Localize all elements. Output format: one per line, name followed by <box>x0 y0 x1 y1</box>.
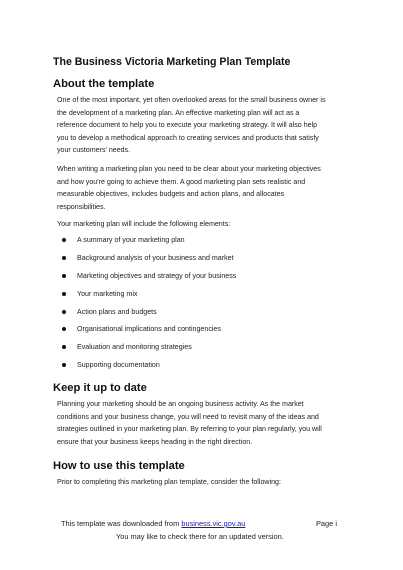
text-line: Your marketing plan will include the following elements: <box>57 220 231 228</box>
footer-download-note <box>61 519 245 528</box>
about-paragraph-1 <box>57 94 357 157</box>
text-line: One of the most important, yet often overlooked areas for the small business owner is <box>57 96 326 104</box>
text-line: the development of a marketing plan. An effective marketing plan will act as a <box>57 108 300 117</box>
text-line: ensure that your business keeps heading in the right direction. <box>57 437 253 446</box>
text-line: strategies outlined in your marketing plan. By referring to your plan regularly, you will <box>57 425 322 434</box>
text-line: measurable objectives, includes budgets and action plans, and allocates <box>57 190 285 199</box>
keep-paragraph <box>57 398 357 448</box>
bullet-icon <box>62 310 66 314</box>
heading-keep-up-to-date: Keep it up to date <box>53 382 147 394</box>
footer-link[interactable]: business.vic.gov.au <box>181 519 246 528</box>
bullet-icon <box>62 345 66 349</box>
footer-prefix: This template was downloaded from <box>61 519 182 528</box>
text-line: When writing a marketing plan you need to be clear about your marketing objectives <box>57 165 321 173</box>
document-page: The Business Victoria Marketing Plan Template About the template One of the most important, yet often overlooked areas for the small business owner is the development of a marketing plan. An effective marketing plan will act as a reference document to help you to execute your marketing strategy. It will also help you to develop a methodical approach to creating services and products that satisfy your customers' needs. When writing a marketing plan you need to be clear about your marketing objectives and how you're going to achieve them. A good marketing plan sets realistic and measurable objectives, includes budgets and action plans, and allocates responsibilities. Your marketing plan will include the following elements: A summary of your marketing plan Background analysis of your business and market Marketing objectives and strategy of your business Your marketing mix Action plans and budgets Organisational implications and contingencies Evaluation and monitoring strategies Supporting documentation Keep it up to date Planning your marketing should be an ongoing business activity. As the market conditions and your business change, you will need to revisit many of the ideas and strategies outlined in your marketing plan. By referring to your plan regularly, you will ensure that your business keeps heading in the right direction. How to use this template Prior to completing this marketing plan template, consider the following: This template was downloaded from business.vic.gov.au Page i You may like to check there for an updated version. <box>0 0 403 570</box>
bullet-icon <box>62 292 66 296</box>
text-line: and how you're going to achieve them. A good marketing plan sets realistic and <box>57 177 306 186</box>
about-paragraph-3 <box>57 218 357 231</box>
text-line: responsibilities. <box>57 202 106 211</box>
text-line: reference document to help you to execute your marketing strategy. It will also help <box>57 121 318 130</box>
heading-about-template: About the template <box>53 78 155 90</box>
text-line: conditions and your business change, you will need to revisit many of the ideas and <box>57 412 319 421</box>
text-line: you to develop a methodical approach to creating services and products that satisfy <box>57 133 319 142</box>
bullet-icon <box>62 363 66 367</box>
heading-how-to-use: How to use this template <box>53 460 185 472</box>
text-line: your customers' needs. <box>57 146 131 155</box>
about-paragraph-2 <box>57 163 357 213</box>
document-title: The Business Victoria Marketing Plan Template <box>53 56 291 68</box>
bullet-icon <box>62 238 66 242</box>
text-line: Planning your marketing should be an ongoing business activity. As the market <box>57 400 304 408</box>
footer-page-number: Page i <box>316 519 337 528</box>
bullet-icon <box>62 256 66 260</box>
footer-update-note: You may like to check there for an updated version. <box>116 532 284 541</box>
howto-paragraph <box>57 476 357 489</box>
text-line: Prior to completing this marketing plan template, consider the following: <box>57 478 281 486</box>
bullet-icon <box>62 274 66 278</box>
bullet-icon <box>62 327 66 331</box>
